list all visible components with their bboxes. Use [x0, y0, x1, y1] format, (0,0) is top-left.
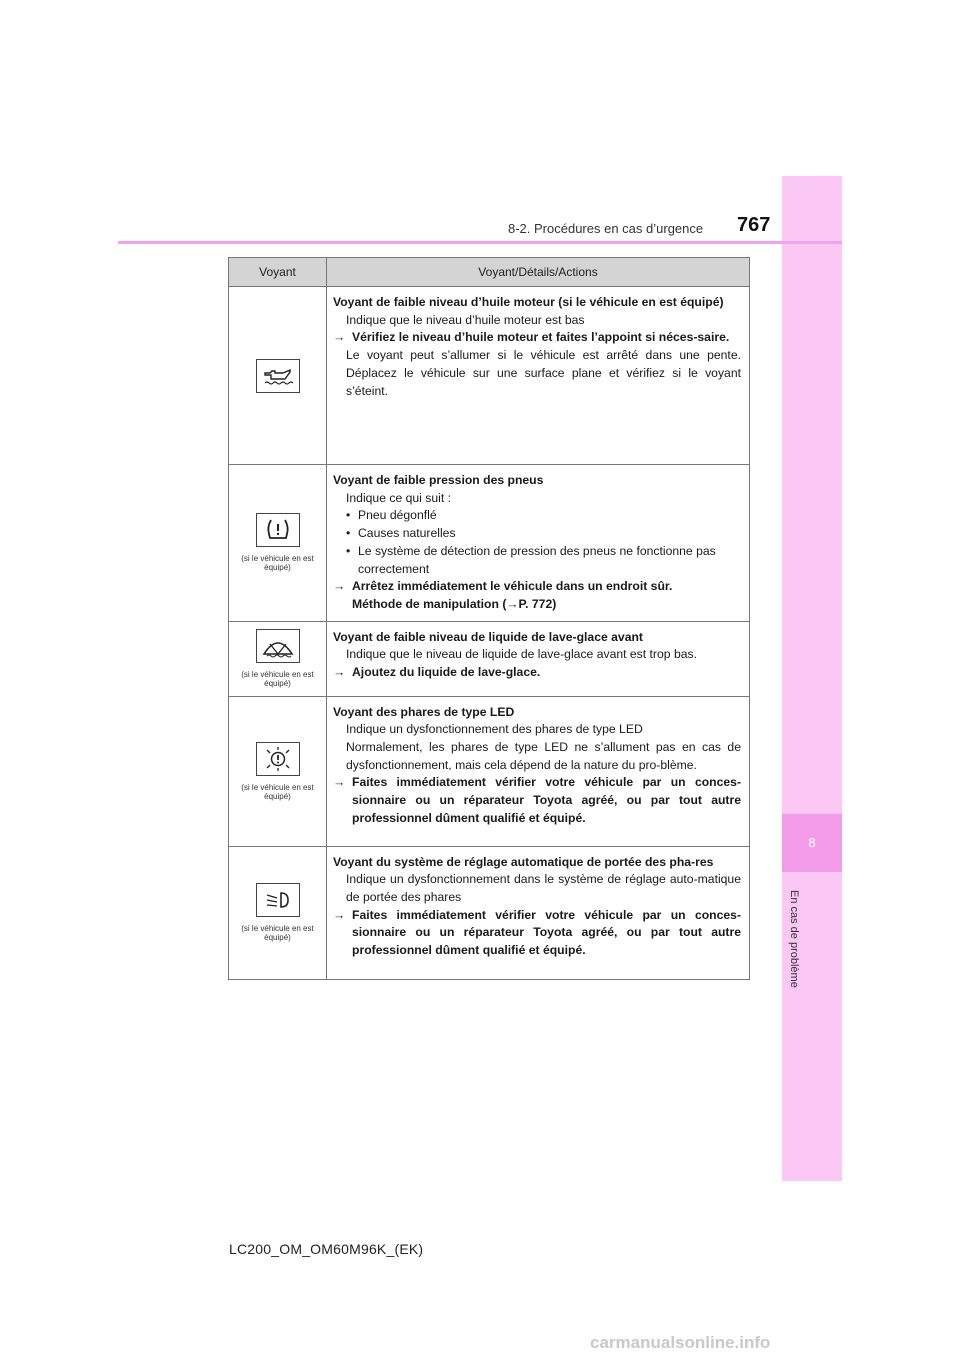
list-item: [333, 525, 741, 543]
page-number: 767: [737, 214, 771, 236]
warning-lights-table: [228, 257, 750, 980]
description-cell: [327, 846, 750, 979]
icon-cell: [229, 287, 327, 465]
row-text: Indique un dysfonctionnement dans le système de réglage auto-matique de portée des phares: [346, 872, 741, 905]
column-header-voyant: Voyant: [229, 258, 327, 287]
page-reference-link[interactable]: Méthode de manipulation (→P. 772): [352, 596, 557, 611]
chapter-title: [784, 890, 804, 988]
row-title: Voyant du système de réglage automatique de portée des pha-res: [333, 854, 714, 869]
footer-document-code: LC200_OM_OM60M96K_(EK): [229, 1241, 424, 1257]
list-item: [333, 507, 741, 525]
row-text: Normalement, les phares de type LED ne s’allument pas en cas de dysfonctionnement, mais cela dépend de la nature du pro-blème.: [346, 740, 741, 772]
row-action: [333, 907, 741, 960]
washer-fluid-icon: [256, 629, 300, 663]
arrow-icon: →: [333, 775, 346, 790]
row-title: Voyant de faible niveau de liquide de lave-glace avant: [333, 629, 643, 644]
action-text: Arrêtez immédiatement le véhicule dans un endroit sûr.: [352, 579, 673, 594]
watermark: carmanualsonline.info: [590, 1333, 771, 1352]
action-text: Faites immédiatement vérifier votre véhicule par un conces-sionnaire ou un réparateur Toyota agréé, ou par tout autre professionnel dûment qualifié et équipé.: [352, 907, 741, 958]
bullet-text: Causes naturelles: [358, 526, 456, 541]
chapter-side-tab: [782, 176, 842, 1181]
row-text: Indique ce qui suit :: [346, 490, 452, 505]
row-title: Voyant des phares de type LED: [333, 704, 515, 719]
row-action: [333, 664, 741, 682]
chapter-number: 8: [782, 814, 842, 872]
arrow-icon: →: [333, 330, 346, 345]
header-rule: [118, 241, 842, 244]
icon-cell: [229, 696, 327, 846]
table-row: [229, 465, 750, 622]
chapter-title-text: En cas de problème: [788, 890, 800, 988]
row-action: [333, 774, 741, 827]
tire-pressure-icon: [256, 513, 300, 547]
row-action-link[interactable]: [333, 596, 741, 614]
bullet-icon: •: [346, 543, 351, 558]
row-title: Voyant de faible niveau d’huile moteur (si le véhicule en est équipé): [333, 295, 724, 309]
row-title: Voyant de faible pression des pneus: [333, 473, 544, 487]
section-title: 8-2. Procédures en cas d’urgence: [508, 221, 704, 236]
icon-note: (si le véhicule en est équipé): [241, 554, 314, 573]
row-text: Indique que le niveau d’huile moteur est bas: [346, 312, 585, 327]
list-item: [333, 543, 741, 578]
row-text: Indique un dysfonctionnement des phares de type LED: [346, 722, 643, 737]
column-header-details: Voyant/Détails/Actions: [327, 258, 750, 287]
table-row: [229, 846, 750, 979]
table-row: [229, 287, 750, 465]
arrow-icon: →: [333, 665, 346, 680]
bullet-text: Pneu dégonflé: [358, 508, 437, 523]
bullet-icon: •: [346, 526, 351, 541]
icon-note: (si le véhicule en est équipé): [241, 782, 314, 801]
bullet-text: Le système de détection de pression des pneus ne fonctionne pas correctement: [358, 543, 716, 576]
row-text: Indique que le niveau de liquide de lave-glace avant est trop bas.: [346, 647, 697, 662]
description-cell: [327, 696, 750, 846]
icon-cell: [229, 846, 327, 979]
icon-note: (si le véhicule en est équipé): [241, 924, 314, 943]
bullet-icon: •: [346, 508, 351, 523]
icon-cell: [229, 621, 327, 696]
icon-cell: [229, 465, 327, 622]
row-text: Le voyant peut s’allumer si le véhicule est arrêté dans une pente. Déplacez le véhicule sur une surface plane et vérifiez si le voyant s’éteint.: [346, 348, 741, 398]
action-text: Faites immédiatement vérifier votre véhicule par un conces-sionnaire ou un réparateur Toyota agréé, ou par tout autre professionnel dûment qualifié et équipé.: [352, 775, 741, 825]
description-cell: [327, 621, 750, 696]
table-row: [229, 621, 750, 696]
description-cell: [327, 287, 750, 465]
row-action: [333, 329, 741, 347]
table-header-row: [229, 258, 750, 287]
led-headlight-icon: [256, 742, 300, 776]
table-row: [229, 696, 750, 846]
icon-note: (si le véhicule en est équipé): [241, 670, 314, 689]
action-text: Vérifiez le niveau d’huile moteur et faites l’appoint si néces-saire.: [352, 330, 730, 345]
description-cell: [327, 465, 750, 622]
arrow-icon: →: [333, 907, 346, 922]
headlight-leveling-icon: [256, 883, 300, 917]
arrow-icon: →: [333, 579, 346, 594]
row-action: [333, 578, 741, 596]
action-text: Ajoutez du liquide de lave-glace.: [352, 665, 541, 680]
oil-level-icon: [256, 359, 300, 393]
